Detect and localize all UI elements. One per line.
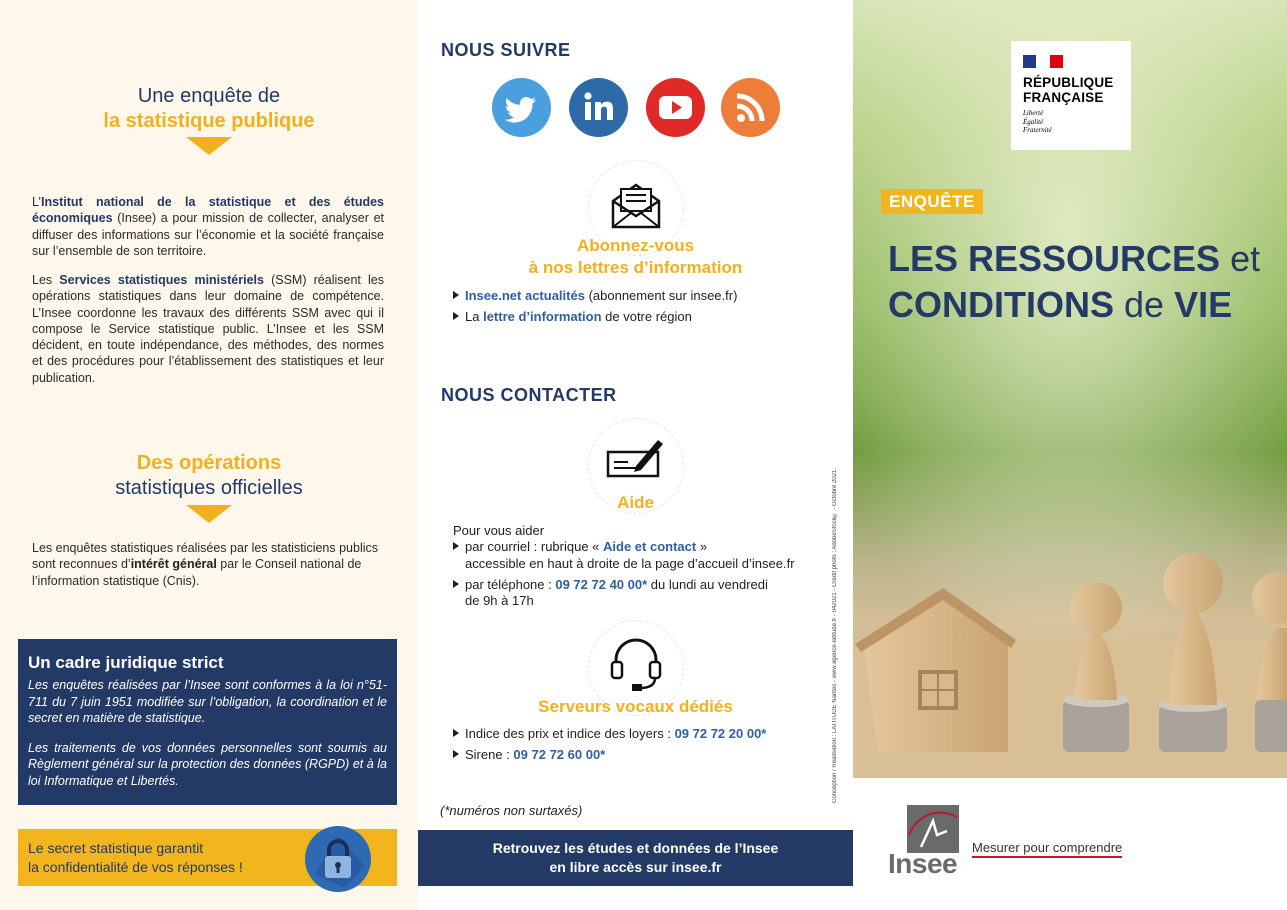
list-item: Indice des prix et indice des loyers : 09 72 72 20 00*: [455, 725, 766, 742]
section-title-official-operations: Des opérations statistiques officielles: [115, 452, 303, 499]
statistical-secret-box: Le secret statistique garantit la confidentialité de vos réponses !: [18, 829, 397, 886]
envelope-icon: [611, 183, 661, 234]
list-item: Insee.net actualités (abonnement sur insee.fr): [455, 287, 737, 304]
twitter-icon[interactable]: [492, 78, 551, 137]
footnote: (*numéros non surtaxés): [440, 803, 583, 818]
legal-paragraph-rgpd: Les traitements de vos données personnelles sont soumis au Règlement général sur la protection des données (RGPD) et à la loi Informatique et Libertés.: [28, 740, 387, 788]
ssm-description: Les Services statistiques ministériels (SSM) réalisent les opérations statistiques dans leur domaine de compétence. L’Insee coordonne les travaux des différents SSM avec qui il compose le Service statistique public. L’Insee et les SSM décident, en toute indépendance, des méthodes, des normes et des procédures pour l’établissement des statistiques et leur publication.: [32, 273, 384, 385]
survey-tag: ENQUÊTE: [881, 189, 983, 214]
help-contact-link[interactable]: Aide et contact: [603, 539, 697, 554]
coin-stack: [1255, 700, 1287, 752]
headset-icon: [610, 636, 662, 697]
insee-logo-text: Insee: [888, 848, 958, 879]
lock-icon: [305, 826, 371, 892]
sirene-phone[interactable]: 09 72 72 60 00*: [513, 747, 606, 762]
linkedin-icon[interactable]: [569, 78, 628, 137]
insee-description: L’Institut national de la statistique et des études économiques (Insee) a pour mission de collecter, analyser et diffuser des informations sur l’économie et la société française sur l’ensemble de son territoire.: [32, 195, 384, 258]
insee-emblem-icon: [907, 805, 959, 853]
insee-website-band[interactable]: Retrouvez les études et données de l’Insee en libre accès sur insee.fr: [418, 830, 853, 886]
coin-stack: [1063, 693, 1129, 752]
help-phone-hours: de 9h à 17h: [465, 593, 534, 608]
legal-paragraph-law: Les enquêtes réalisées par l’Insee sont conformes à la loi n°51-711 du 7 juin 1951 modifiée sur l’obligation, la coordination et le secret en matière de statistique.: [28, 678, 387, 725]
list-item: Sirene : 09 72 72 60 00*: [455, 746, 605, 763]
help-phone-number[interactable]: 09 72 72 40 00*: [555, 577, 648, 592]
help-intro: Pour vous aider: [453, 523, 545, 538]
voice-servers-title: Serveurs vocaux dédiés: [538, 697, 733, 716]
legal-framework-box: [18, 639, 397, 805]
insee-slogan: Mesurer pour comprendre: [972, 840, 1122, 858]
contact-us-title: NOUS CONTACTER: [441, 385, 617, 405]
help-title: Aide: [617, 493, 654, 512]
list-item: par courriel : rubrique « Aide et contact »: [455, 538, 707, 555]
print-credit: Conception / Réalisation : LATITUDE Nantes - www.agence-latitude.fr - 042021 - Crédit photo : AdobeStock® - Octobre 2021.: [832, 467, 838, 803]
price-index-phone[interactable]: 09 72 72 20 00*: [674, 726, 767, 741]
coin-stack: [1159, 698, 1227, 752]
yellow-triangle-marker: [186, 137, 232, 155]
legal-title: Un cadre juridique strict: [28, 653, 224, 672]
cheque-pen-icon: [606, 434, 664, 485]
insee-net-link[interactable]: Insee.net actualités: [465, 288, 585, 303]
list-item: par téléphone : 09 72 72 40 00* du lundi au vendredi: [455, 576, 768, 593]
newsletter-link[interactable]: lettre d’information: [483, 309, 602, 324]
subscribe-title: Abonnez-vous à nos lettres d’information: [528, 236, 743, 277]
brochure-title: LES RESSOURCES et CONDITIONS de VIE: [888, 238, 1261, 325]
list-item: La lettre d’information de votre région: [455, 308, 692, 325]
help-mail-detail: accessible en haut à droite de la page d’accueil d’insee.fr: [465, 556, 795, 571]
follow-us-title: NOUS SUIVRE: [441, 40, 571, 60]
republique-francaise-logo: RÉPUBLIQUE FRANÇAISE Liberté Égalité Fraternité: [1011, 41, 1131, 150]
rss-icon[interactable]: [721, 78, 780, 137]
french-flag-icon: [1023, 55, 1063, 68]
yellow-triangle-marker: [186, 505, 232, 523]
cnis-description: Les enquêtes statistiques réalisées par les statisticiens publics sont reconnues d’intérêt général par le Conseil national de l’information statistique (Cnis).: [32, 541, 379, 588]
section-title-public-statistics: Une enquête de la statistique publique: [103, 85, 315, 132]
youtube-icon[interactable]: [646, 78, 705, 137]
